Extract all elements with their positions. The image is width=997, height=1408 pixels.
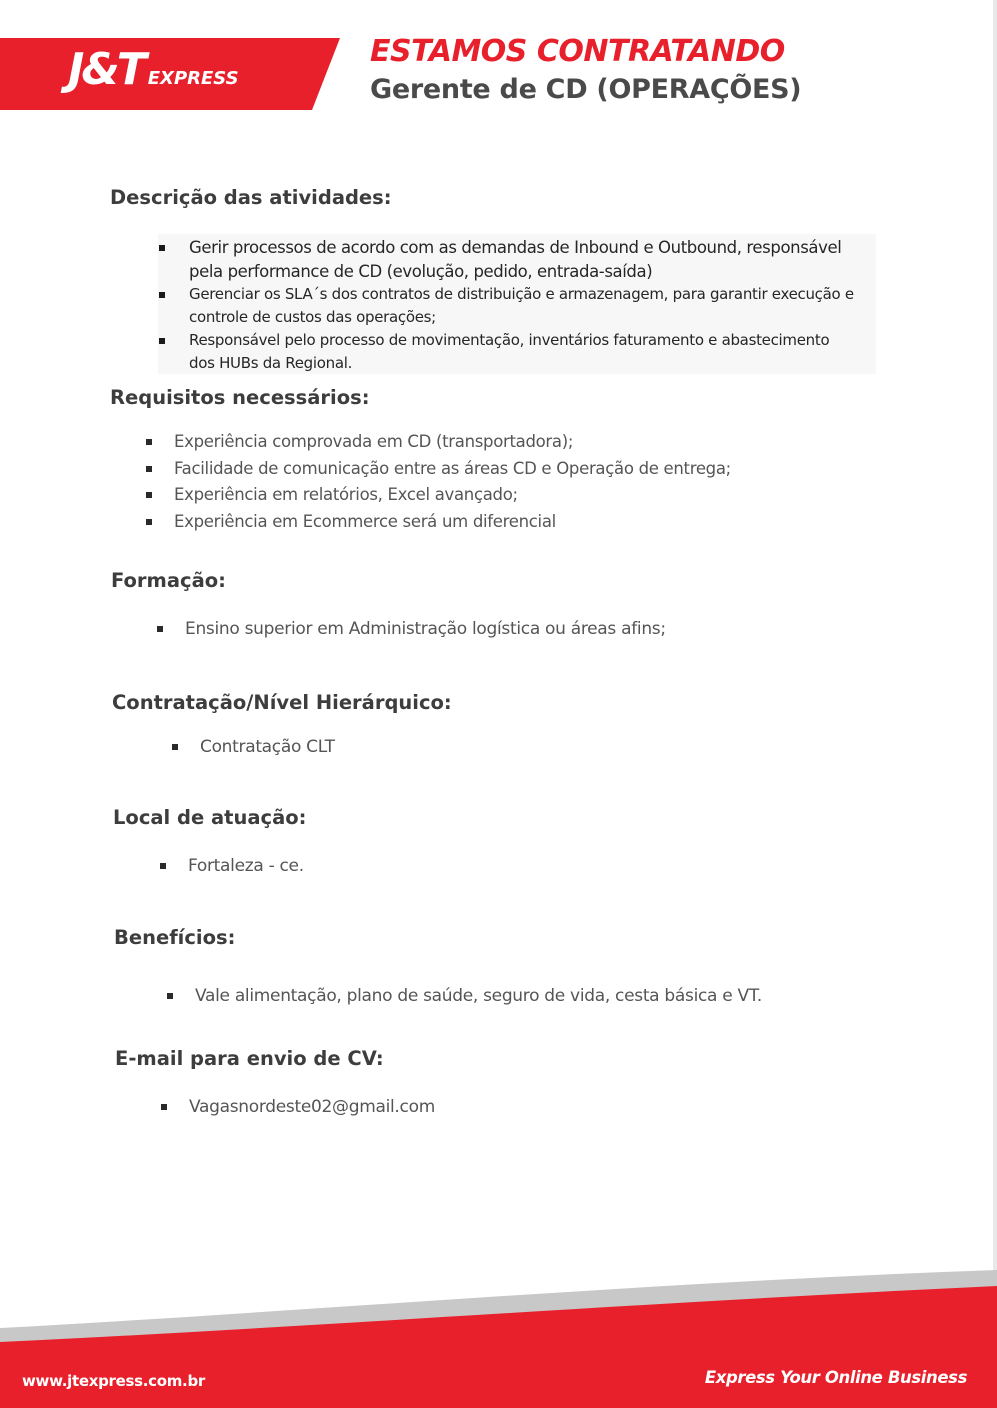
list-item	[189, 1094, 435, 1120]
bullet-icon	[172, 744, 178, 750]
list-item: Experiência em relatórios, Excel avançado;	[174, 482, 731, 509]
list-item: Gerir processos de acordo com as demandas de Inbound e Outbound, responsável pela performance de CD (evolução, pedido, entrada-saída)	[189, 236, 854, 283]
list-item: Ensino superior em Administração logística ou áreas afins;	[185, 616, 666, 642]
job-title: Gerente de CD (OPERAÇÕES)	[370, 74, 802, 105]
section-heading-requisitos: Requisitos necessários:	[110, 386, 370, 409]
bullet-icon	[160, 863, 166, 869]
location-list	[188, 853, 304, 879]
section-heading-local: Local de atuação:	[113, 806, 307, 829]
bullet-icon	[146, 439, 152, 445]
list-item: Facilidade de comunicação entre as áreas CD e Operação de entrega;	[174, 456, 731, 483]
description-list	[189, 236, 854, 375]
list-item: Experiência comprovada em CD (transportadora);	[174, 429, 731, 456]
page-title: ESTAMOS CONTRATANDO	[370, 34, 785, 69]
footer	[0, 1260, 997, 1408]
benefits-list	[195, 983, 762, 1009]
bullet-icon	[146, 519, 152, 525]
education-list	[185, 616, 666, 642]
list-item: Contratação CLT	[200, 734, 335, 760]
bullet-icon	[159, 292, 165, 298]
bullet-icon	[146, 492, 152, 498]
footer-slogan: Express Your Online Business	[704, 1368, 967, 1387]
bullet-icon	[159, 338, 165, 344]
company-logo	[68, 44, 239, 95]
list-item: Responsável pelo processo de movimentação, inventários faturamento e abastecimento dos HUBs da Regional.	[189, 329, 854, 375]
section-heading-email: E-mail para envio de CV:	[115, 1047, 384, 1070]
logo-mark: J&T	[68, 44, 144, 95]
bullet-icon	[146, 466, 152, 472]
list-item: Gerenciar os SLA´s dos contratos de distribuição e armazenagem, para garantir execução e controle de custos das operações;	[189, 283, 854, 329]
bullet-icon	[167, 993, 173, 999]
bullet-icon	[159, 245, 165, 251]
section-heading-beneficios: Benefícios:	[114, 926, 236, 949]
logo-banner	[0, 38, 340, 110]
requirements-list	[174, 429, 731, 535]
section-heading-contratacao: Contratação/Nível Hierárquico:	[112, 691, 452, 714]
list-item: Fortaleza - ce.	[188, 853, 304, 879]
list-item: Experiência em Ecommerce será um diferencial	[174, 509, 731, 536]
bullet-icon	[157, 626, 163, 632]
contract-list	[200, 734, 335, 760]
footer-website-link[interactable]: www.jtexpress.com.br	[22, 1372, 205, 1390]
email-list	[189, 1094, 435, 1120]
list-item: Vale alimentação, plano de saúde, seguro de vida, cesta básica e VT.	[195, 983, 762, 1009]
logo-word: EXPRESS	[147, 68, 239, 89]
bullet-icon	[161, 1104, 167, 1110]
section-heading-formacao: Formação:	[111, 569, 226, 592]
email-link[interactable]: Vagasnordeste02@gmail.com	[189, 1097, 435, 1117]
section-heading-descricao: Descrição das atividades:	[110, 186, 392, 209]
page-edge	[993, 0, 997, 1408]
